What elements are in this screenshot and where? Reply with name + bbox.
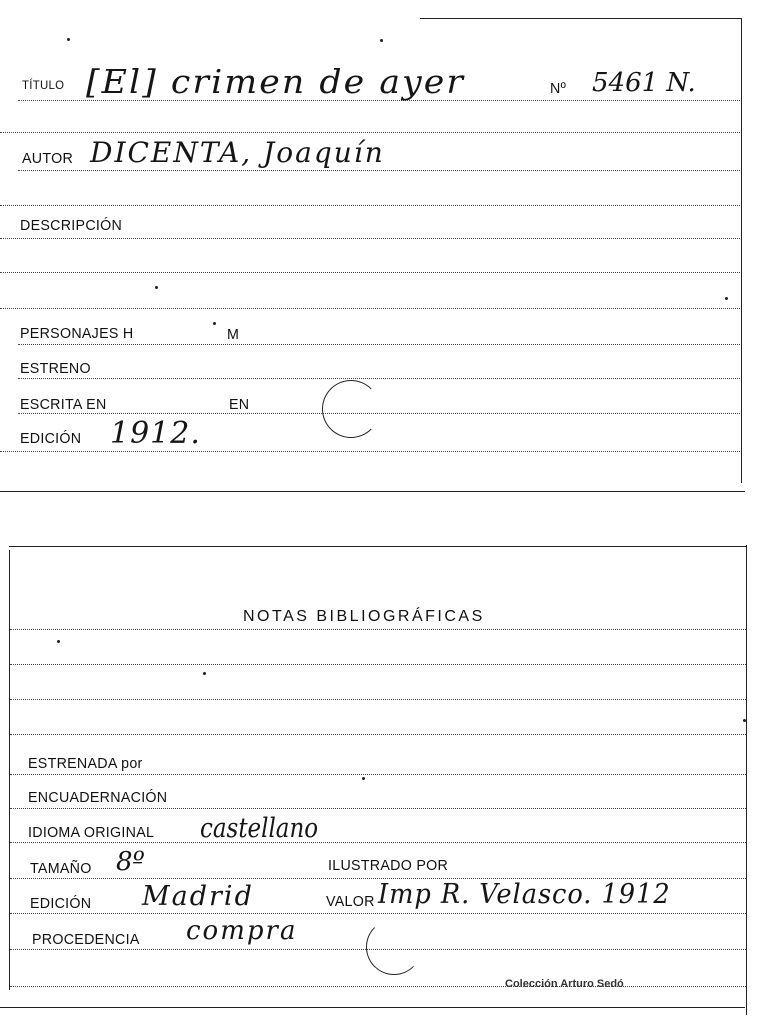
ruled-line xyxy=(0,451,740,452)
ilustrado-por-label: ILUSTRADO POR xyxy=(328,857,449,874)
ruled-line xyxy=(0,205,740,206)
ruled-line xyxy=(10,664,746,665)
ruled-line xyxy=(10,842,746,843)
card-border-top xyxy=(9,546,746,547)
edicion-label: EDICIÓN xyxy=(20,430,82,447)
escrita-en-label: ESCRITA EN xyxy=(20,396,107,413)
numero-label: Nº xyxy=(550,80,567,97)
ruled-line xyxy=(0,308,740,309)
punch-hole xyxy=(322,380,380,438)
edicion-value: Madrid xyxy=(142,881,254,912)
ruled-line xyxy=(0,132,740,133)
ruled-line xyxy=(10,808,746,809)
card-border-bottom xyxy=(0,1007,745,1008)
procedencia-value: compra xyxy=(186,916,298,946)
dust-speck xyxy=(155,286,158,289)
en-label: EN xyxy=(229,396,250,413)
descripcion-label: DESCRIPCIÓN xyxy=(20,217,123,234)
ruled-line xyxy=(10,699,746,700)
titulo-value: [El] crimen de ayer xyxy=(86,62,466,101)
ruled-line xyxy=(10,774,746,775)
numero-value: 5461 N. xyxy=(592,68,696,98)
ruled-line xyxy=(10,629,746,630)
encuadernacion-label: ENCUADERNACIÓN xyxy=(28,789,168,806)
titulo-label: TÍTULO xyxy=(22,78,65,92)
edicion-label: EDICIÓN xyxy=(30,895,92,912)
dust-speck xyxy=(362,777,365,780)
card-border-left xyxy=(9,550,10,990)
tamano-value: 8º xyxy=(116,847,145,877)
valor-value: Imp R. Velasco. 1912 xyxy=(378,879,671,910)
ruled-line xyxy=(18,170,740,171)
idioma-original-label: IDIOMA ORIGINAL xyxy=(28,824,155,841)
autor-value: DICENTA, Joaquín xyxy=(90,136,385,169)
card-border-right xyxy=(741,18,742,483)
notas-bibliograficas-heading: NOTAS BIBLIOGRÁFICAS xyxy=(243,608,485,625)
ruled-line xyxy=(18,344,740,345)
card-border-top xyxy=(420,18,742,19)
dust-speck xyxy=(57,640,60,643)
dust-speck xyxy=(380,39,383,42)
ruled-line xyxy=(10,734,746,735)
personajes-m-label: M xyxy=(227,326,240,343)
tamano-label: TAMAÑO xyxy=(30,860,92,877)
ruled-line xyxy=(10,986,746,987)
valor-label: VALOR xyxy=(326,893,375,910)
ruled-line xyxy=(18,378,740,379)
dust-speck xyxy=(743,719,746,722)
idioma-original-value: castellano xyxy=(200,813,319,844)
estreno-label: ESTRENO xyxy=(20,360,91,377)
punch-hole xyxy=(366,919,422,975)
edicion-value: 1912. xyxy=(110,416,201,451)
dust-speck xyxy=(203,672,206,675)
catalog-card-back xyxy=(0,495,759,1028)
dust-speck xyxy=(725,297,728,300)
dust-speck xyxy=(213,322,216,325)
ruled-line xyxy=(10,913,746,914)
autor-label: AUTOR xyxy=(22,150,74,167)
card-border-right xyxy=(746,545,747,1015)
estrenada-por-label: ESTRENADA por xyxy=(28,755,143,772)
dust-speck xyxy=(67,38,70,41)
ruled-line xyxy=(0,272,740,273)
collection-credit: Colección Arturo Sedó xyxy=(505,978,624,990)
ruled-line xyxy=(0,238,740,239)
catalog-card-front xyxy=(0,0,759,495)
procedencia-label: PROCEDENCIA xyxy=(32,931,140,948)
personajes-h-label: PERSONAJES H xyxy=(20,325,134,342)
card-border-bottom xyxy=(0,491,745,492)
